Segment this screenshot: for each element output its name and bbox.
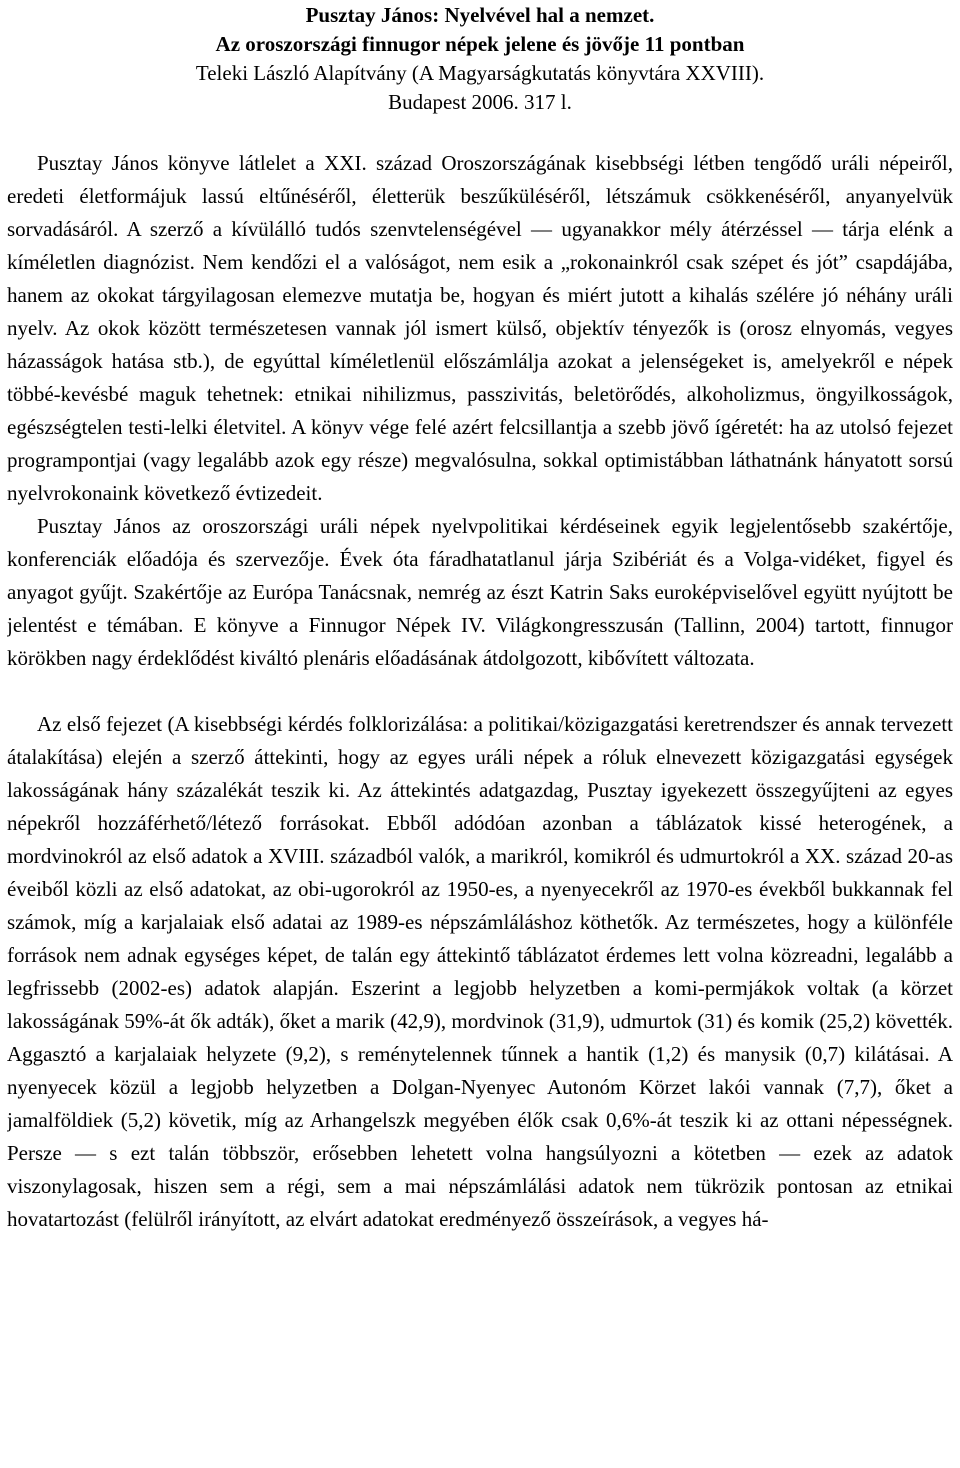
paragraph-2: Pusztay János az oroszországi uráli népek nyelvpolitikai kérdéseinek egyik legjelentősebb szakértője, konferenciák előadója és szervezője. Évek óta fáradhatatlanul járja Szibériát és a Volga-vidéket, figyel és anyagot gyűjt. Szakértője az Európa Tanácsnak, nemrég az észt Katrin Saks euroképviselővel együtt nyújtott be jelentést e témában. E könyve a Finnugor Népek IV. Világkongresszusán (Tallinn, 2004) tartott, finnugor körökben nagy érdeklődést kiváltó plenáris előadásának átdolgozott, kibővített változata.	[7, 514, 953, 670]
document-page	[7, 0, 953, 1468]
book-place-year-pages: Budapest 2006. 317 l.	[388, 90, 572, 114]
book-header	[7, 1, 953, 117]
book-publisher: Teleki László Alapítvány (A Magyarságkutatás könyvtára XXVIII).	[195, 61, 765, 85]
book-author-title: Pusztay János: Nyelvével hal a nemzet.	[305, 3, 655, 27]
book-subtitle: Az oroszországi finnugor népek jelene és jövője 11 pontban	[215, 32, 745, 56]
paragraph-3: Az első fejezet (A kisebbségi kérdés folklorizálása: a politikai/közigazgatási keretrendszer és annak tervezett átalakítása) elején a szerző áttekinti, hogy az egyes uráli népek a róluk elnevezett közigazgatási egységek lakosságának hány százalékát teszik ki. Az áttekintés adatgazdag, Pusztay igyekezett összegyűjteni az egyes népekről hozzáférhető/létező forrásokat. Ebből adódóan azonban a táblázatok kissé heterogének, a mordvinokról az első adatok a XVIII. századból valók, a marikról, komikról és udmurtokról a XX. század 20-as éveiből közli az első adatokat, az obi-ugorokról az 1950-es, a nyenyecekről az 1970-es évekből bukkannak fel számok, míg a karjalaiak első adatai az 1989-es népszámláláshoz köthetők. Az természetes, hogy a különféle források nem adnak egységes képet, de talán egy áttekintő táblázatot érdemes lett volna közreadni, legalább a legfrissebb (2002-es) adatok alapján. Eszerint a legjobb helyzetben a komi-permjákok voltak (a körzet lakosságának 59%-át ők adták), őket a marik (42,9), mordvinok (31,9), udmurtok (31) és komik (25,2) követték. Aggasztó a karjalaiak helyzete (9,2), s reménytelennek tűnnek a hantik (1,2) és manysik (0,7) kilátásai. A nyenyecek közül a legjobb helyzetben a Dolgan-Nyenyec Autonóm Körzet lakói vannak (7,7), őket a jamalföldiek (5,2) követik, míg az Arhangelszk megyében élők csak 0,6%-át teszik ki az ottani népességnek. Persze — s ezt talán többször, erősebben lehetett volna hangsúlyozni a kötetben — ezek az adatok viszonylagosak, hiszen sem a régi, sem a mai népszámlálási adatok nem tükrözik pontosan az etnikai hovatartozást (felülről irányított, az elvárt adatokat eredményező összeírások, a vegyes há-	[7, 712, 953, 1231]
paragraph-1: Pusztay János könyve látlelet a XXI. század Oroszországának kisebbségi létben tengődő uráli népeiről, eredeti életformájuk lassú eltűnéséről, életterük beszűküléséről, létszámuk csökkenéséről, anyanyelvük sorvadásáról. A szerző a kívülálló tudós szenvtelenségével — ugyanakkor mély átérzéssel — tárja elénk a kíméletlen diagnózist. Nem kendőzi el a valóságot, nem esik a „rokonainkról csak szépet és jót” csapdájába, hanem az okokat tárgyilagosan elemezve mutatja be, hogyan és miért jutott a kihalás szélére jó néhány uráli nyelv. Az okok között természetesen vannak jól ismert külső, objektív tényezők is (orosz elnyomás, vegyes házasságok hatása stb.), de egyúttal kíméletlenül előszámlálja azokat a jelenségeket is, amelyekről e népek többé-kevésbé maguk tehetnek: etnikai nihilizmus, passzivitás, beletörődés, alkoholizmus, öngyilkosságok, egészségtelen testi-lelki életvitel. A könyv vége felé azért felcsillantja a szebb jövő ígéretét: ha az utolsó fejezet programpontjai (vagy legalább azok egy része) megvalósulna, sokkal optimistábban láthatnánk hányatott sorsú nyelvrokonaink következő évtizedeit.	[7, 151, 953, 505]
